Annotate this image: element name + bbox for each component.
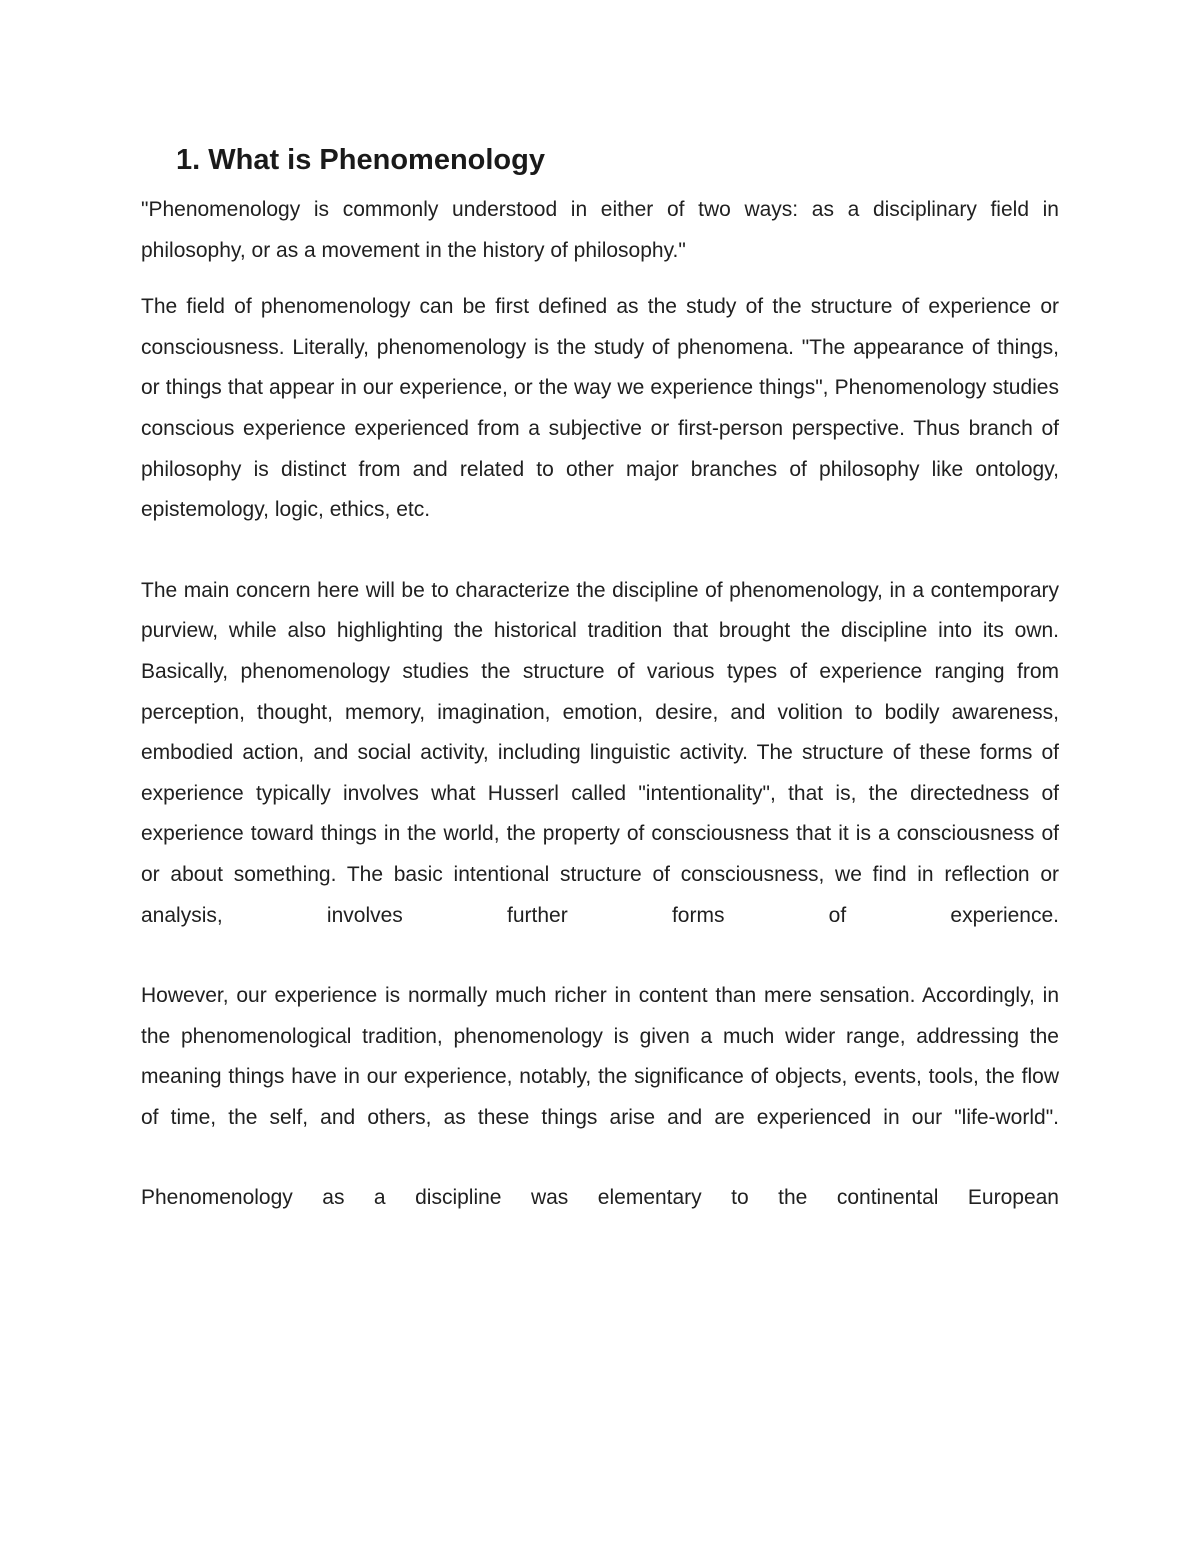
paragraph-experience-types: perception, thought, memory, imagination, emotion, desire, and volition to bodily awareness, embodied action, and social activity, including linguistic activity. The structure of these forms of experience typically involves what Husserl called "intentionality", that is, the directedness of experience toward things in the world, the property of consciousness that it is a consciousness of or about something. The basic intentional structure of consciousness, we find in reflection or analysis, involves further forms of experience.: [141, 700, 1059, 927]
paragraph-continental-tradition: Phenomenology as a discipline was elementary to the continental European: [141, 1186, 1059, 1210]
paragraph-spacer: [141, 1138, 1059, 1178]
paragraph-richer-content: However, our experience is normally much richer in content than mere sensation. Accordingly, in the phenomenological tradition, phenomenology is given a much wider range, addressing the meaning things have in our experience, notably, the significance of objects, events, tools, the flow of time, the self, and others, as these things arise and are experienced in our "life-world".: [141, 984, 1059, 1129]
document-body: [141, 140, 1059, 1219]
definition-quote: "Phenomenology is commonly understood in either of two ways: as a disciplinary field in philosophy, or as a movement in the history of philosophy.": [141, 198, 1059, 262]
paragraph-field-definition: The field of phenomenology can be first defined as the study of the structure of experience or consciousness. Literally, phenomenology is the study of phenomena. "The appearance of things, or things that appear in our experience, or the way we experience things", Phenomenology studies conscious experience experienced from a subjective or first-person perspective. Thus branch of philosophy is distinct from and related to other major branches of philosophy like ontology, epistemology, logic, ethics, etc.: [141, 295, 1059, 522]
paragraph-spacer: [141, 531, 1059, 571]
paragraph-main-concern: The main concern here will be to characterize the discipline of phenomenology, in a contemporary purview, while also highlighting the historical tradition that brought the discipline into its own. Basically, phenomenology studies the structure of various types of experience ranging from: [141, 578, 1059, 683]
paragraph-spacer: [141, 271, 1059, 287]
paragraph-spacer: [141, 936, 1059, 976]
section-heading: 1. What is Phenomenology: [176, 144, 545, 176]
